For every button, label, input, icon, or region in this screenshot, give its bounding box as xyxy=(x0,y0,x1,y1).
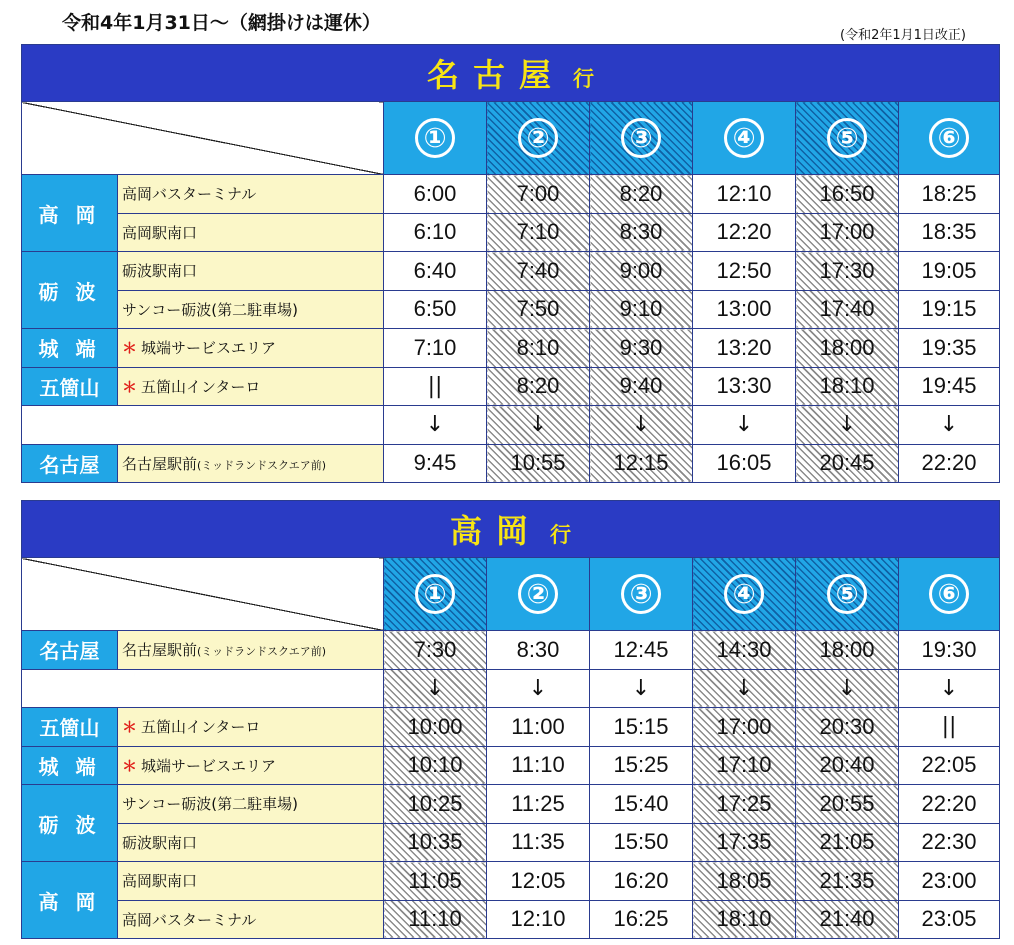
region-label: 城 端 xyxy=(22,329,118,368)
train-number-cell xyxy=(899,558,1000,631)
service-area-mark: ＊ xyxy=(122,339,138,358)
departure-time: 10:55 xyxy=(487,444,590,483)
departure-time: 17:00 xyxy=(693,708,796,747)
departure-time: 17:10 xyxy=(693,746,796,785)
train-number-cell xyxy=(796,558,899,631)
departure-time: 16:20 xyxy=(590,862,693,901)
service-area-mark: ＊ xyxy=(122,718,138,737)
departure-time: 9:45 xyxy=(384,444,487,483)
stop-name-note: (ミッドランドスクエア前) xyxy=(197,645,327,659)
departure-time: 18:35 xyxy=(899,213,1000,252)
train-number-cell xyxy=(590,558,693,631)
stop-name: 高岡駅南口 xyxy=(122,872,198,891)
stop-row xyxy=(22,785,1000,824)
departure-time: 13:20 xyxy=(693,329,796,368)
departure-time: 19:35 xyxy=(899,329,1000,368)
train-number-badge: ⑤ xyxy=(827,574,867,614)
region-label: 五箇山 xyxy=(22,708,118,747)
title-cell xyxy=(22,45,1000,102)
departure-time: 18:10 xyxy=(693,900,796,939)
departure-time: 9:30 xyxy=(590,329,693,368)
destination-suffix: 行 xyxy=(550,523,572,547)
continue-arrow: ↓ xyxy=(384,669,487,708)
pass-mark: || xyxy=(384,367,487,406)
departure-time: 18:10 xyxy=(796,367,899,406)
stop-name: 城端サービスエリア xyxy=(141,756,277,775)
stop-name: 五箇山インターロ xyxy=(141,377,261,396)
continue-arrow: ↓ xyxy=(796,669,899,708)
stop-name-cell xyxy=(118,900,384,939)
service-area-mark: ＊ xyxy=(122,756,138,775)
stop-name-cell xyxy=(118,444,384,483)
stop-row xyxy=(22,290,1000,329)
departure-time: 8:20 xyxy=(487,367,590,406)
train-number-badge: ② xyxy=(518,574,558,614)
departure-time: 17:40 xyxy=(796,290,899,329)
blank-cell xyxy=(22,669,384,708)
revision-note: (令和2年1月1日改正) xyxy=(840,28,966,43)
continue-arrow: ↓ xyxy=(384,406,487,445)
departure-time: 18:05 xyxy=(693,862,796,901)
departure-time: 15:25 xyxy=(590,746,693,785)
stop-name-cell xyxy=(118,252,384,291)
timetable-nagoya xyxy=(21,44,1000,483)
train-number-badge: ⑤ xyxy=(827,118,867,158)
title-row xyxy=(22,45,1000,102)
departure-time: 11:05 xyxy=(384,862,487,901)
page-title: 令和4年1月31日～（網掛けは運休） xyxy=(62,12,381,34)
departure-time: 23:05 xyxy=(899,900,1000,939)
train-number-badge: ③ xyxy=(621,574,661,614)
departure-time: 20:45 xyxy=(796,444,899,483)
stop-name-cell xyxy=(118,175,384,214)
stop-name: 名古屋駅前 xyxy=(122,454,198,473)
departure-time: 20:55 xyxy=(796,785,899,824)
departure-time: 12:05 xyxy=(487,862,590,901)
train-number-cell xyxy=(487,558,590,631)
departure-time: 15:40 xyxy=(590,785,693,824)
departure-time: 6:00 xyxy=(384,175,487,214)
continue-arrow: ↓ xyxy=(590,669,693,708)
departure-time: 8:30 xyxy=(487,631,590,670)
departure-time: 6:10 xyxy=(384,213,487,252)
departure-time: 20:40 xyxy=(796,746,899,785)
departure-time: 12:20 xyxy=(693,213,796,252)
departure-time: 21:40 xyxy=(796,900,899,939)
departure-time: 12:45 xyxy=(590,631,693,670)
departure-time: 22:05 xyxy=(899,746,1000,785)
departure-time: 13:00 xyxy=(693,290,796,329)
departure-time: 7:00 xyxy=(487,175,590,214)
departure-time: 8:10 xyxy=(487,329,590,368)
stop-name: 砺波駅南口 xyxy=(122,833,198,852)
train-number-cell xyxy=(487,102,590,175)
departure-time: 9:00 xyxy=(590,252,693,291)
departure-time: 19:30 xyxy=(899,631,1000,670)
departure-time: 12:50 xyxy=(693,252,796,291)
continue-arrow: ↓ xyxy=(899,669,1000,708)
stop-name: 城端サービスエリア xyxy=(141,339,277,358)
stop-row xyxy=(22,175,1000,214)
continue-arrow: ↓ xyxy=(487,406,590,445)
pass-mark: || xyxy=(899,708,1000,747)
stop-name-cell xyxy=(118,708,384,747)
departure-time: 14:30 xyxy=(693,631,796,670)
departure-time: 7:50 xyxy=(487,290,590,329)
continue-arrow: ↓ xyxy=(796,406,899,445)
departure-time: 18:00 xyxy=(796,631,899,670)
departure-time: 9:40 xyxy=(590,367,693,406)
departure-time: 19:45 xyxy=(899,367,1000,406)
stop-row xyxy=(22,862,1000,901)
departure-time: 7:10 xyxy=(384,329,487,368)
departure-time: 8:20 xyxy=(590,175,693,214)
train-number-cell xyxy=(899,102,1000,175)
departure-time: 11:10 xyxy=(487,746,590,785)
train-number-row xyxy=(22,558,1000,631)
stop-name: サンコー砺波(第二駐車場) xyxy=(122,300,298,319)
departure-time: 11:25 xyxy=(487,785,590,824)
service-area-mark: ＊ xyxy=(122,377,138,396)
stop-name-cell xyxy=(118,862,384,901)
title-cell xyxy=(22,501,1000,558)
departure-time: 6:50 xyxy=(384,290,487,329)
destination-title: 高岡 xyxy=(450,512,543,550)
departure-time: 22:30 xyxy=(899,823,1000,862)
departure-time: 17:25 xyxy=(693,785,796,824)
continue-arrow: ↓ xyxy=(693,406,796,445)
arrow-row xyxy=(22,406,1000,445)
stop-row xyxy=(22,823,1000,862)
departure-time: 10:25 xyxy=(384,785,487,824)
departure-time: 16:25 xyxy=(590,900,693,939)
train-number-badge: ③ xyxy=(621,118,661,158)
stop-name-cell xyxy=(118,290,384,329)
stop-row xyxy=(22,708,1000,747)
continue-arrow: ↓ xyxy=(590,406,693,445)
train-number-cell xyxy=(590,102,693,175)
stop-name-cell xyxy=(118,367,384,406)
stop-name-cell xyxy=(118,785,384,824)
departure-time: 16:05 xyxy=(693,444,796,483)
blank-cell xyxy=(22,406,384,445)
stop-name: サンコー砺波(第二駐車場) xyxy=(122,795,298,814)
stop-name-cell xyxy=(118,329,384,368)
destination-suffix: 行 xyxy=(573,67,595,91)
train-number-badge: ④ xyxy=(724,574,764,614)
stop-row xyxy=(22,631,1000,670)
departure-time: 16:50 xyxy=(796,175,899,214)
continue-arrow: ↓ xyxy=(693,669,796,708)
stop-name: 高岡バスターミナル xyxy=(122,910,257,929)
departure-time: 6:40 xyxy=(384,252,487,291)
stop-row xyxy=(22,444,1000,483)
departure-time: 22:20 xyxy=(899,444,1000,483)
departure-time: 11:10 xyxy=(384,900,487,939)
departure-time: 9:10 xyxy=(590,290,693,329)
train-number-cell xyxy=(384,102,487,175)
departure-time: 11:00 xyxy=(487,708,590,747)
timetable-takaoka xyxy=(21,500,1000,939)
departure-time: 23:00 xyxy=(899,862,1000,901)
stop-row xyxy=(22,746,1000,785)
stop-name: 名古屋駅前 xyxy=(122,641,198,660)
departure-time: 17:30 xyxy=(796,252,899,291)
train-number-cell xyxy=(693,102,796,175)
train-number-row xyxy=(22,102,1000,175)
region-label: 城 端 xyxy=(22,746,118,785)
departure-time: 10:10 xyxy=(384,746,487,785)
stop-name-note: (ミッドランドスクエア前) xyxy=(197,458,327,472)
train-number-badge: ② xyxy=(518,118,558,158)
stop-name-cell xyxy=(118,631,384,670)
region-label: 高 岡 xyxy=(22,862,118,939)
region-label: 五箇山 xyxy=(22,367,118,406)
departure-time: 18:25 xyxy=(899,175,1000,214)
departure-time: 21:35 xyxy=(796,862,899,901)
departure-time: 15:15 xyxy=(590,708,693,747)
region-label: 砺 波 xyxy=(22,252,118,329)
destination-title: 名古屋 xyxy=(427,56,566,94)
departure-time: 22:20 xyxy=(899,785,1000,824)
departure-time: 7:30 xyxy=(384,631,487,670)
departure-time: 17:35 xyxy=(693,823,796,862)
departure-time: 15:50 xyxy=(590,823,693,862)
continue-arrow: ↓ xyxy=(899,406,1000,445)
stop-row xyxy=(22,252,1000,291)
stop-name: 五箇山インターロ xyxy=(141,718,261,737)
arrow-row xyxy=(22,669,1000,708)
stop-name: 砺波駅南口 xyxy=(122,262,198,281)
departure-time: 19:05 xyxy=(899,252,1000,291)
departure-time: 21:05 xyxy=(796,823,899,862)
continue-arrow: ↓ xyxy=(487,669,590,708)
region-label: 名古屋 xyxy=(22,631,118,670)
departure-time: 20:30 xyxy=(796,708,899,747)
departure-time: 10:35 xyxy=(384,823,487,862)
departure-time: 12:15 xyxy=(590,444,693,483)
stop-name-cell xyxy=(118,823,384,862)
region-label: 名古屋 xyxy=(22,444,118,483)
train-number-badge: ④ xyxy=(724,118,764,158)
train-number-badge: ① xyxy=(415,118,455,158)
departure-time: 12:10 xyxy=(693,175,796,214)
header-corner xyxy=(22,102,384,175)
stop-row xyxy=(22,329,1000,368)
departure-time: 7:40 xyxy=(487,252,590,291)
departure-time: 12:10 xyxy=(487,900,590,939)
train-number-badge: ① xyxy=(415,574,455,614)
stop-row xyxy=(22,367,1000,406)
departure-time: 18:00 xyxy=(796,329,899,368)
stop-row xyxy=(22,213,1000,252)
train-number-badge: ⑥ xyxy=(929,574,969,614)
train-number-cell xyxy=(384,558,487,631)
region-label: 砺 波 xyxy=(22,785,118,862)
stop-name-cell xyxy=(118,213,384,252)
region-label: 高 岡 xyxy=(22,175,118,252)
train-number-cell xyxy=(693,558,796,631)
stop-name-cell xyxy=(118,746,384,785)
stop-row xyxy=(22,900,1000,939)
departure-time: 7:10 xyxy=(487,213,590,252)
header-corner xyxy=(22,558,384,631)
departure-time: 11:35 xyxy=(487,823,590,862)
departure-time: 8:30 xyxy=(590,213,693,252)
departure-time: 17:00 xyxy=(796,213,899,252)
train-number-badge: ⑥ xyxy=(929,118,969,158)
stop-name: 高岡バスターミナル xyxy=(122,185,257,204)
departure-time: 19:15 xyxy=(899,290,1000,329)
stop-name: 高岡駅南口 xyxy=(122,223,198,242)
departure-time: 13:30 xyxy=(693,367,796,406)
title-row xyxy=(22,501,1000,558)
departure-time: 10:00 xyxy=(384,708,487,747)
train-number-cell xyxy=(796,102,899,175)
